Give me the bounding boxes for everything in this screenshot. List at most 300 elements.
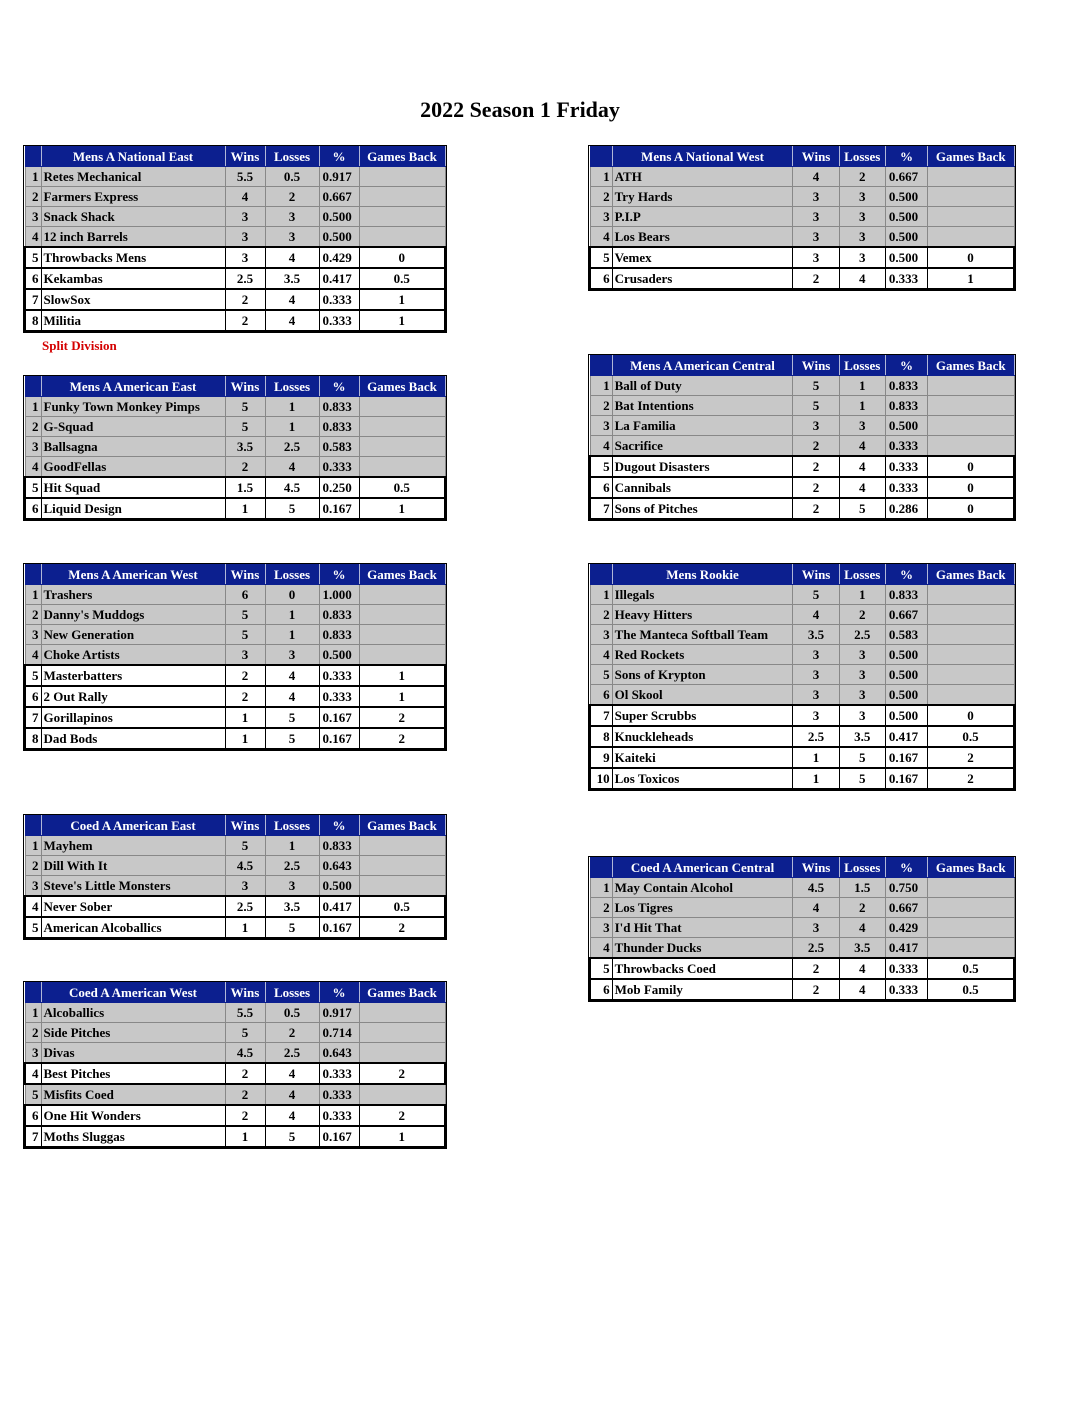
team-name: Throwbacks Mens [41,247,225,268]
team-name: Heavy Hitters [612,605,793,625]
table-row [590,396,1014,416]
rank-header [590,356,612,376]
table-header-row [25,816,445,836]
team-name: Steve's Little Monsters [41,876,225,897]
pct-header: % [319,983,359,1003]
table-row [25,625,445,645]
rank-cell: 2 [25,605,41,625]
losses-cell: 4 [265,1063,319,1084]
table-row [25,268,445,289]
rank-cell: 2 [590,187,612,207]
team-name: Throwbacks Coed [612,958,793,979]
games-back-header: Games Back [359,565,445,585]
wins-cell: 3 [793,187,839,207]
losses-cell: 2.5 [839,625,885,645]
wins-cell: 3 [793,227,839,248]
games-back-cell [928,918,1014,938]
pct-header: % [319,377,359,397]
pct-cell: 0.500 [319,227,359,248]
games-back-cell [928,685,1014,706]
losses-cell: 2.5 [265,1043,319,1064]
wins-cell: 3 [793,918,839,938]
team-name: Kekambas [41,268,225,289]
pct-cell: 0.917 [319,167,359,187]
wins-header: Wins [793,147,839,167]
losses-cell: 3 [839,416,885,436]
games-back-cell [928,605,1014,625]
team-name: Kaiteki [612,747,793,768]
games-back-cell [359,585,445,605]
games-back-header: Games Back [928,147,1014,167]
losses-header: Losses [265,147,319,167]
wins-cell: 2.5 [793,938,839,959]
team-name: Sons of Krypton [612,665,793,685]
table-row [25,1003,445,1023]
games-back-cell: 1 [359,665,445,686]
pct-cell: 0.333 [885,268,927,289]
games-back-cell [359,1043,445,1064]
rank-cell: 3 [25,207,41,227]
losses-cell: 3.5 [265,896,319,917]
team-name: Vemex [612,247,793,268]
losses-cell: 2.5 [265,856,319,876]
pct-cell: 0.833 [319,625,359,645]
losses-cell: 3.5 [839,938,885,959]
table-row [25,585,445,605]
rank-cell: 1 [25,167,41,187]
pct-cell: 1.000 [319,585,359,605]
wins-cell: 2.5 [225,896,265,917]
team-name: Dill With It [41,856,225,876]
pct-cell: 0.667 [319,187,359,207]
rank-header [25,983,41,1003]
rank-cell: 2 [25,1023,41,1043]
losses-cell: 4 [839,958,885,979]
losses-cell: 3 [839,685,885,706]
pct-cell: 0.333 [319,310,359,331]
team-name: ATH [612,167,793,187]
table-row [590,247,1014,268]
losses-cell: 5 [265,1126,319,1147]
team-name: Super Scrubbs [612,705,793,726]
wins-header: Wins [793,858,839,878]
table-header-row [25,147,445,167]
standings-table [589,146,1015,290]
games-back-cell: 0.5 [359,896,445,917]
rank-cell: 2 [25,417,41,437]
team-name: Cannibals [612,477,793,498]
team-name: Masterbatters [41,665,225,686]
table-row [25,289,445,310]
division-name: Mens A National East [41,147,225,167]
team-name: GoodFellas [41,457,225,478]
rank-cell: 1 [25,1003,41,1023]
team-name: Misfits Coed [41,1084,225,1105]
table-row [25,1105,445,1126]
losses-cell: 3 [265,876,319,897]
team-name: Red Rockets [612,645,793,665]
games-back-cell: 1 [359,289,445,310]
table-row [25,207,445,227]
wins-cell: 1 [225,1126,265,1147]
pct-cell: 0.833 [885,396,927,416]
pct-cell: 0.167 [885,747,927,768]
losses-cell: 5 [265,917,319,938]
losses-cell: 5 [265,707,319,728]
rank-cell: 7 [590,498,612,519]
pct-cell: 0.750 [885,878,927,898]
wins-cell: 5 [225,1023,265,1043]
losses-header: Losses [839,356,885,376]
games-back-cell [359,1023,445,1043]
losses-cell: 5 [839,768,885,789]
wins-cell: 5.5 [225,167,265,187]
team-name: Los Tigres [612,898,793,918]
wins-cell: 2.5 [793,726,839,747]
losses-cell: 2 [839,605,885,625]
division-name: Mens A American West [41,565,225,585]
pct-cell: 0.333 [319,686,359,707]
pct-cell: 0.286 [885,498,927,519]
standings-table [24,982,446,1148]
team-name: The Manteca Softball Team [612,625,793,645]
rank-cell: 4 [590,938,612,959]
rank-cell: 1 [25,397,41,417]
table-row [590,705,1014,726]
table-row [25,836,445,856]
losses-cell: 5 [839,498,885,519]
losses-cell: 0.5 [265,1003,319,1023]
pct-cell: 0.643 [319,856,359,876]
table-row [25,417,445,437]
wins-cell: 1 [225,728,265,749]
losses-cell: 2 [265,1023,319,1043]
team-name: P.I.P [612,207,793,227]
rank-cell: 5 [25,665,41,686]
games-back-cell: 0.5 [928,726,1014,747]
pct-cell: 0.429 [885,918,927,938]
table-row [590,207,1014,227]
rank-cell: 6 [590,685,612,706]
rank-cell: 5 [25,917,41,938]
wins-cell: 6 [225,585,265,605]
pct-cell: 0.417 [319,896,359,917]
pct-cell: 0.417 [885,938,927,959]
rank-cell: 6 [590,979,612,1000]
rank-cell: 2 [590,605,612,625]
pct-cell: 0.167 [319,707,359,728]
rank-cell: 1 [590,167,612,187]
games-back-cell: 1 [359,498,445,519]
pct-cell: 0.500 [319,645,359,666]
games-back-cell [928,416,1014,436]
losses-header: Losses [839,858,885,878]
rank-header [25,565,41,585]
rank-cell: 3 [25,1043,41,1064]
table-row [590,878,1014,898]
wins-cell: 2 [793,477,839,498]
wins-cell: 2.5 [225,268,265,289]
games-back-cell: 2 [359,707,445,728]
wins-cell: 2 [225,310,265,331]
table-row [590,605,1014,625]
table-row [590,376,1014,396]
standings-table [589,355,1015,520]
losses-cell: 4 [839,268,885,289]
pct-cell: 0.167 [319,498,359,519]
pct-header: % [885,147,927,167]
wins-cell: 3 [225,227,265,248]
table-row [590,456,1014,477]
standings-table [24,564,446,750]
games-back-cell: 0.5 [928,979,1014,1000]
table-row [590,477,1014,498]
wins-cell: 5 [225,625,265,645]
table-row [590,645,1014,665]
team-name: Hit Squad [41,477,225,498]
games-back-cell [359,417,445,437]
pct-cell: 0.500 [885,227,927,248]
losses-cell: 2 [839,898,885,918]
games-back-cell [928,436,1014,457]
games-back-cell [359,227,445,248]
games-back-cell [359,625,445,645]
table-row [590,768,1014,789]
team-name: Knuckleheads [612,726,793,747]
games-back-cell [928,625,1014,645]
losses-cell: 4 [265,247,319,268]
wins-cell: 4 [225,187,265,207]
team-name: American Alcoballics [41,917,225,938]
pct-cell: 0.333 [319,1063,359,1084]
table-header-row [590,356,1014,376]
games-back-cell: 0 [928,477,1014,498]
division-name: Mens A National West [612,147,793,167]
pct-cell: 0.833 [319,605,359,625]
rank-cell: 7 [590,705,612,726]
losses-cell: 4 [265,665,319,686]
rank-cell: 5 [590,247,612,268]
losses-cell: 3.5 [839,726,885,747]
wins-cell: 2 [793,498,839,519]
games-back-cell: 2 [359,917,445,938]
games-back-cell: 2 [359,728,445,749]
rank-cell: 5 [590,665,612,685]
rank-cell: 6 [590,268,612,289]
team-name: Moths Sluggas [41,1126,225,1147]
team-name: New Generation [41,625,225,645]
table-row [25,665,445,686]
wins-cell: 4 [793,898,839,918]
losses-cell: 4 [839,436,885,457]
games-back-cell [928,187,1014,207]
losses-cell: 1.5 [839,878,885,898]
wins-cell: 2 [793,958,839,979]
rank-cell: 8 [25,728,41,749]
games-back-header: Games Back [359,377,445,397]
pct-cell: 0.333 [885,477,927,498]
pct-cell: 0.333 [885,456,927,477]
table-row [590,227,1014,248]
rank-cell: 10 [590,768,612,789]
losses-cell: 1 [265,625,319,645]
losses-header: Losses [265,816,319,836]
rank-cell: 6 [25,686,41,707]
table-header-row [590,858,1014,878]
wins-cell: 1 [793,768,839,789]
losses-cell: 3 [839,247,885,268]
wins-cell: 5 [225,417,265,437]
team-name: Sons of Pitches [612,498,793,519]
games-back-cell [928,396,1014,416]
wins-cell: 5 [225,836,265,856]
losses-cell: 4.5 [265,477,319,498]
rank-cell: 8 [25,310,41,331]
wins-cell: 4.5 [793,878,839,898]
losses-cell: 4 [839,456,885,477]
wins-cell: 3 [225,645,265,666]
wins-cell: 3 [793,665,839,685]
pct-cell: 0.917 [319,1003,359,1023]
team-name: Side Pitches [41,1023,225,1043]
games-back-header: Games Back [928,356,1014,376]
team-name: 2 Out Rally [41,686,225,707]
rank-header [590,858,612,878]
rank-cell: 4 [590,227,612,248]
rank-cell: 3 [590,625,612,645]
page-title: 2022 Season 1 Friday [420,97,620,122]
rank-cell: 2 [25,187,41,207]
losses-cell: 3 [839,187,885,207]
rank-header [590,565,612,585]
losses-header: Losses [839,147,885,167]
table-row [25,437,445,457]
games-back-cell: 0.5 [359,477,445,498]
table-row [25,1126,445,1147]
wins-cell: 4.5 [225,856,265,876]
wins-header: Wins [225,565,265,585]
losses-cell: 4 [265,686,319,707]
team-name: Danny's Muddogs [41,605,225,625]
rank-cell: 4 [25,227,41,248]
table-header-row [590,565,1014,585]
losses-cell: 1 [839,396,885,416]
table-row [25,896,445,917]
wins-cell: 1.5 [225,477,265,498]
pct-cell: 0.167 [319,728,359,749]
wins-cell: 3 [225,247,265,268]
games-back-cell [928,207,1014,227]
pct-cell: 0.500 [885,187,927,207]
pct-cell: 0.667 [885,605,927,625]
pct-cell: 0.333 [319,1084,359,1105]
team-name: Bat Intentions [612,396,793,416]
games-back-cell: 0 [928,247,1014,268]
table-header-row [590,147,1014,167]
pct-cell: 0.333 [319,457,359,478]
losses-cell: 4 [265,310,319,331]
losses-header: Losses [839,565,885,585]
losses-cell: 1 [265,605,319,625]
table-header-row [25,983,445,1003]
table-row [25,1043,445,1064]
games-back-cell [359,457,445,478]
games-back-cell [359,397,445,417]
games-back-cell [359,1084,445,1105]
wins-cell: 1 [793,747,839,768]
rank-cell: 4 [25,896,41,917]
games-back-cell: 1 [928,268,1014,289]
rank-cell: 1 [590,585,612,605]
pct-cell: 0.500 [885,685,927,706]
rank-cell: 4 [25,1063,41,1084]
table-row [25,686,445,707]
rank-cell: 5 [25,1084,41,1105]
rank-cell: 2 [25,856,41,876]
table-row [25,310,445,331]
standings-table [589,564,1015,790]
team-name: Funky Town Monkey Pimps [41,397,225,417]
team-name: Choke Artists [41,645,225,666]
standings-table [24,376,446,520]
pct-cell: 0.833 [885,585,927,605]
rank-cell: 3 [590,416,612,436]
team-name: Mob Family [612,979,793,1000]
wins-header: Wins [793,565,839,585]
wins-cell: 2 [225,1105,265,1126]
pct-cell: 0.500 [885,207,927,227]
table-row [590,167,1014,187]
rank-cell: 1 [590,376,612,396]
team-name: Best Pitches [41,1063,225,1084]
rank-cell: 2 [590,396,612,416]
team-name: SlowSox [41,289,225,310]
losses-cell: 4 [839,477,885,498]
losses-cell: 5 [265,498,319,519]
pct-cell: 0.167 [319,1126,359,1147]
games-back-cell [359,1003,445,1023]
wins-cell: 5 [225,605,265,625]
wins-cell: 3 [225,207,265,227]
pct-header: % [319,147,359,167]
division-name: Coed A American East [41,816,225,836]
table-row [25,477,445,498]
team-name: G-Squad [41,417,225,437]
games-back-cell [359,187,445,207]
table-row [25,917,445,938]
wins-cell: 5 [225,397,265,417]
games-back-cell [928,938,1014,959]
games-back-cell [359,605,445,625]
team-name: Never Sober [41,896,225,917]
division-name: Coed A American West [41,983,225,1003]
rank-cell: 6 [590,477,612,498]
table-row [25,227,445,248]
rank-cell: 3 [25,625,41,645]
pct-cell: 0.667 [885,898,927,918]
games-back-cell: 2 [359,1063,445,1084]
pct-cell: 0.429 [319,247,359,268]
games-back-header: Games Back [359,816,445,836]
table-row [25,728,445,749]
pct-cell: 0.500 [885,665,927,685]
pct-cell: 0.833 [885,376,927,396]
pct-cell: 0.500 [885,705,927,726]
games-back-cell: 2 [928,747,1014,768]
wins-cell: 3 [793,685,839,706]
table-row [25,397,445,417]
rank-cell: 2 [590,898,612,918]
